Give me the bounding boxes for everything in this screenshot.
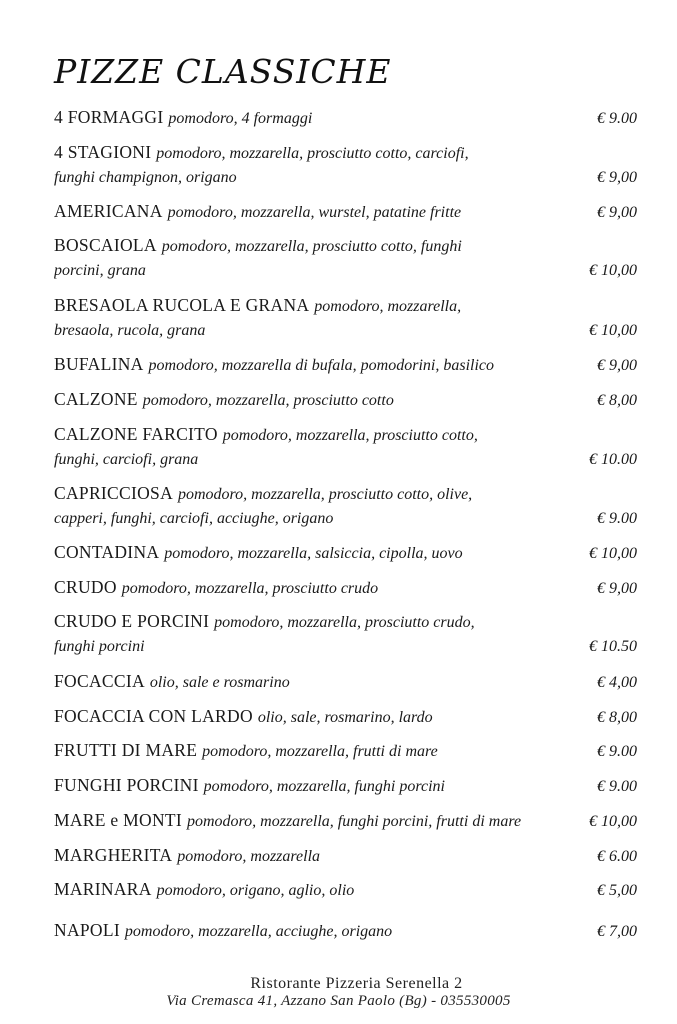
menu-item <box>54 140 637 190</box>
item-description: olio, sale e rosmarino <box>149 674 290 691</box>
item-price: € 10.50 <box>589 638 637 655</box>
menu-item <box>54 773 637 799</box>
item-description-cont: porcini, grana <box>54 262 146 279</box>
menu-item <box>54 877 637 903</box>
item-price: € 9,00 <box>597 580 637 597</box>
menu-item <box>54 352 637 378</box>
item-description: pomodoro, mozzarella, prosciutto cotto <box>142 392 394 409</box>
item-description-cont: funghi champignon, origano <box>54 169 237 186</box>
item-name: FOCACCIA CON LARDO <box>54 706 253 726</box>
item-name: BUFALINA <box>54 354 144 374</box>
menu-item <box>54 669 637 695</box>
item-price: € 10,00 <box>589 262 637 279</box>
item-price: € 10,00 <box>589 322 637 339</box>
item-price: € 6.00 <box>597 848 637 865</box>
item-description: pomodoro, mozzarella, frutti di mare <box>202 743 438 760</box>
menu-item <box>54 481 637 531</box>
item-description: pomodoro, mozzarella, funghi porcini, frutti di mare <box>186 813 522 830</box>
menu-item <box>54 609 637 659</box>
menu-item <box>54 918 637 944</box>
item-price: € 7,00 <box>597 923 637 940</box>
item-price: € 9,00 <box>597 169 637 186</box>
item-description: olio, sale, rosmarino, lardo <box>257 709 433 726</box>
item-description: pomodoro, 4 formaggi <box>168 110 313 127</box>
item-description: pomodoro, mozzarella, acciughe, origano <box>124 923 393 940</box>
item-name: MARE e MONTI <box>54 810 183 830</box>
menu-item <box>54 738 637 764</box>
item-description: pomodoro, mozzarella, prosciutto cotto, <box>222 427 478 444</box>
item-name: FRUTTI DI MARE <box>54 740 198 760</box>
restaurant-name: Ristorante Pizzeria Serenella 2 <box>250 975 463 992</box>
item-name: 4 STAGIONI <box>54 142 152 162</box>
item-description: pomodoro, mozzarella <box>177 848 321 865</box>
item-price: € 10,00 <box>589 813 637 830</box>
item-name: CALZONE FARCITO <box>54 424 218 444</box>
menu-item <box>54 540 637 566</box>
item-price: € 9.00 <box>597 778 637 795</box>
item-price: € 10,00 <box>589 545 637 562</box>
item-name: AMERICANA <box>54 201 163 221</box>
item-price: € 9.00 <box>597 110 637 127</box>
item-name: FOCACCIA <box>54 671 145 691</box>
item-name: NAPOLI <box>54 920 120 940</box>
menu-item <box>54 233 637 283</box>
item-description: pomodoro, mozzarella, wurstel, patatine fritte <box>167 204 462 221</box>
item-description: pomodoro, mozzarella, salsiccia, cipolla, uovo <box>164 545 463 562</box>
restaurant-address: Via Cremasca 41, Azzano San Paolo (Bg) - 035530005 <box>166 993 511 1009</box>
item-description: pomodoro, mozzarella, funghi porcini <box>203 778 445 795</box>
item-description-cont: funghi, carciofi, grana <box>54 451 199 468</box>
menu-item <box>54 843 637 869</box>
item-name: FUNGHI PORCINI <box>54 775 199 795</box>
item-description-cont: capperi, funghi, carciofi, acciughe, origano <box>54 510 334 527</box>
item-name: 4 FORMAGGI <box>54 107 164 127</box>
item-price: € 9,00 <box>597 204 637 221</box>
item-name: CALZONE <box>54 389 138 409</box>
menu-item <box>54 199 637 225</box>
item-price: € 8,00 <box>597 709 637 726</box>
menu-item <box>54 808 637 834</box>
menu-item <box>54 293 637 343</box>
item-price: € 9.00 <box>597 743 637 760</box>
item-price: € 8,00 <box>597 392 637 409</box>
item-description-cont: funghi porcini <box>54 638 145 655</box>
item-price: € 4,00 <box>597 674 637 691</box>
page-title: PIZZE CLASSICHE <box>54 52 392 91</box>
item-price: € 10.00 <box>589 451 637 468</box>
item-description: pomodoro, mozzarella, prosciutto cotto, olive, <box>177 486 473 503</box>
item-name: MARINARA <box>54 879 152 899</box>
item-description: pomodoro, mozzarella, <box>314 298 462 315</box>
menu-item <box>54 422 637 472</box>
item-description: pomodoro, mozzarella, prosciutto crudo <box>121 580 379 597</box>
menu-item <box>54 704 637 730</box>
item-name: CRUDO <box>54 577 117 597</box>
item-name: CRUDO E PORCINI <box>54 611 210 631</box>
menu-item <box>54 387 637 413</box>
item-description: pomodoro, mozzarella, prosciutto cotto, funghi <box>161 238 462 255</box>
item-description: pomodoro, mozzarella, prosciutto crudo, <box>214 614 475 631</box>
item-description-cont: bresaola, rucola, grana <box>54 322 206 339</box>
item-description: pomodoro, origano, aglio, olio <box>156 882 355 899</box>
item-name: CAPRICCIOSA <box>54 483 174 503</box>
menu-item <box>54 575 637 601</box>
item-description: pomodoro, mozzarella, prosciutto cotto, carciofi, <box>156 145 469 162</box>
item-name: CONTADINA <box>54 542 160 562</box>
item-price: € 9,00 <box>597 357 637 374</box>
item-name: MARGHERITA <box>54 845 173 865</box>
item-name: BRESAOLA RUCOLA E GRANA <box>54 295 310 315</box>
menu-item <box>54 105 637 131</box>
item-price: € 9.00 <box>597 510 637 527</box>
item-name: BOSCAIOLA <box>54 235 157 255</box>
item-price: € 5,00 <box>597 882 637 899</box>
item-description: pomodoro, mozzarella di bufala, pomodorini, basilico <box>148 357 495 374</box>
